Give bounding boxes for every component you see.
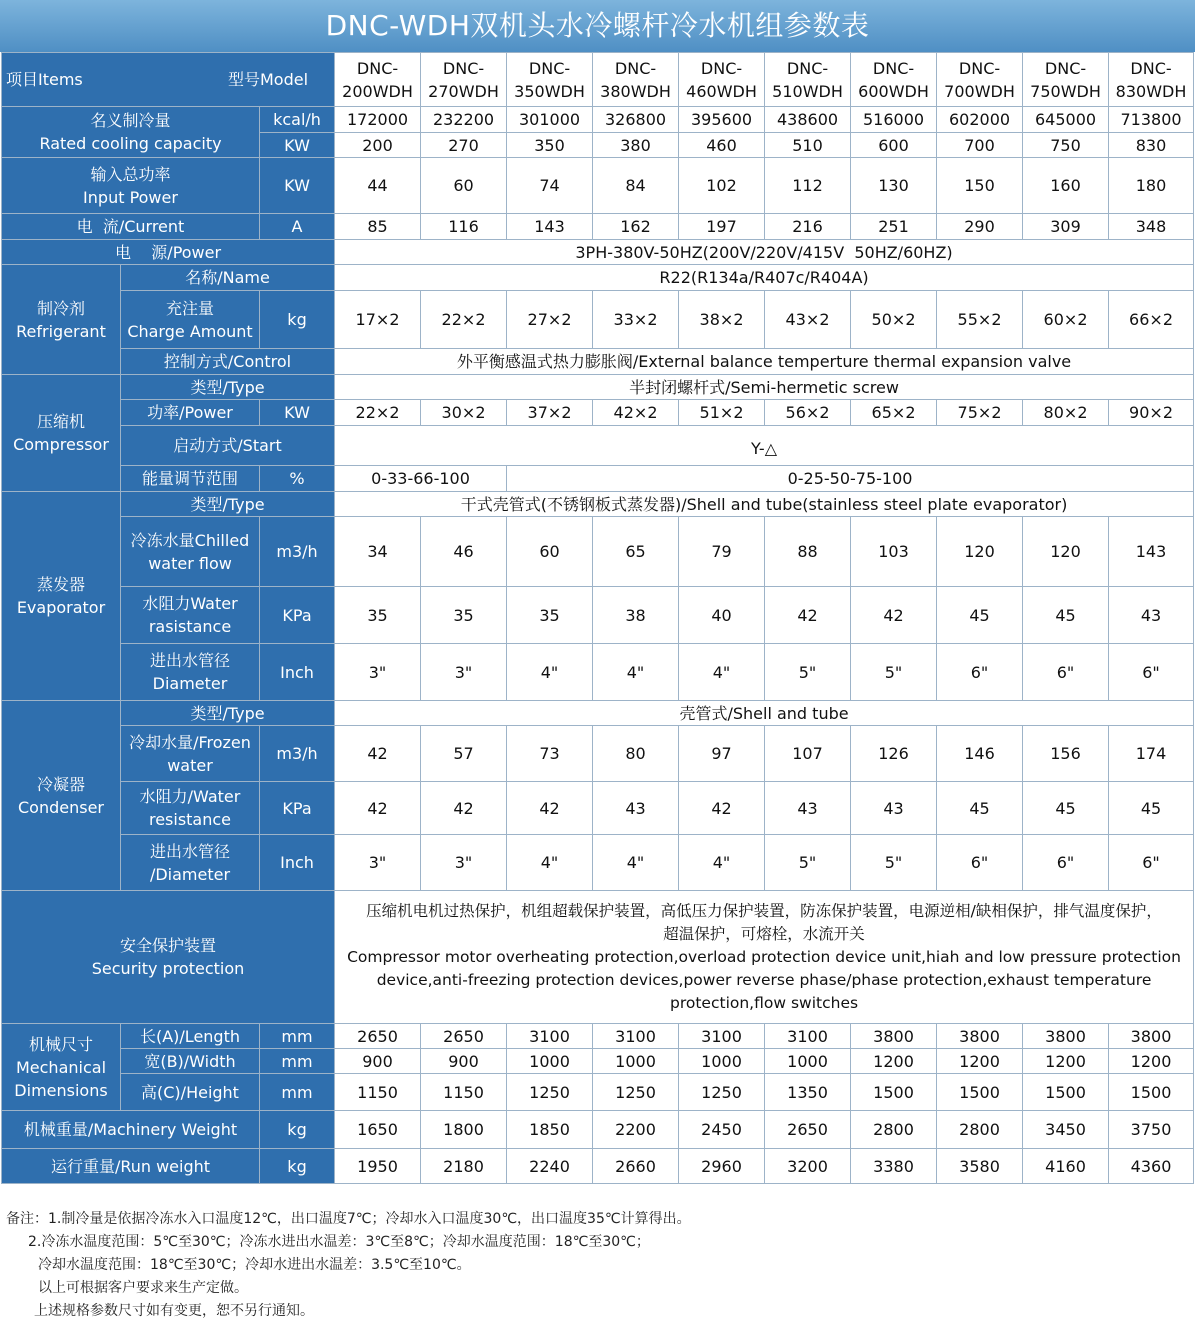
value-cell: 27×2 xyxy=(507,291,593,349)
value-cell: 4" xyxy=(679,835,765,891)
power-supply-label: 电 源/Power xyxy=(2,240,335,265)
value-cell: 143 xyxy=(507,214,593,240)
value-cell: 232200 xyxy=(421,107,507,133)
value-cell: 174 xyxy=(1109,726,1194,782)
value-cell: 102 xyxy=(679,158,765,214)
value-cell: 43 xyxy=(851,782,937,835)
value-cell: 2450 xyxy=(679,1111,765,1149)
value-cell: 43 xyxy=(593,782,679,835)
value-cell: 65 xyxy=(593,517,679,587)
compressor-type-row xyxy=(2,375,1194,400)
value-cell: 3100 xyxy=(679,1024,765,1049)
value-cell: 143 xyxy=(1109,517,1194,587)
page-title: DNC-WDH双机头水冷螺杆冷水机组参数表 xyxy=(0,0,1195,52)
value-cell: 1350 xyxy=(765,1074,851,1111)
notes xyxy=(6,1208,1186,1323)
value-cell: 2800 xyxy=(851,1111,937,1149)
start-value: Y-△ xyxy=(335,426,1194,466)
model-cell: DNC- 460WDH xyxy=(679,53,765,107)
value-cell: 35 xyxy=(507,587,593,644)
value-cell: 43 xyxy=(765,782,851,835)
model-cell: DNC- 830WDH xyxy=(1109,53,1194,107)
header-row xyxy=(2,53,1194,107)
safety-label: 安全保护装置 Security protection xyxy=(2,891,335,1024)
value-cell: 35 xyxy=(421,587,507,644)
value-cell: 460 xyxy=(679,133,765,158)
value-cell: 1250 xyxy=(593,1074,679,1111)
value-cell: 6" xyxy=(1109,835,1194,891)
value-cell: 38 xyxy=(593,587,679,644)
value-cell: 1150 xyxy=(335,1074,421,1111)
unit-cell: kg xyxy=(260,291,335,349)
value-cell: 2650 xyxy=(421,1024,507,1049)
input-power-label: 输入总功率 Input Power xyxy=(2,158,260,214)
unit-cell: mm xyxy=(260,1049,335,1074)
value-cell: 1500 xyxy=(851,1074,937,1111)
evaporator-flow-row xyxy=(2,517,1194,587)
capacity-control-row xyxy=(2,466,1194,492)
value-cell: 4" xyxy=(679,644,765,701)
model-cell: DNC- 700WDH xyxy=(937,53,1023,107)
value-cell: 3750 xyxy=(1109,1111,1194,1149)
value-cell: 1250 xyxy=(679,1074,765,1111)
value-cell: 22×2 xyxy=(335,400,421,426)
note-line: 2.冷冻水温度范围：5℃至30℃；冷冻水进出水温差：3℃至8℃；冷却水温度范围：18℃至30℃； xyxy=(28,1234,650,1250)
condenser-diameter-label: 进出水管径 /Diameter xyxy=(121,835,260,891)
model-cell: DNC- 600WDH xyxy=(851,53,937,107)
value-cell: 38×2 xyxy=(679,291,765,349)
value-cell: 66×2 xyxy=(1109,291,1194,349)
value-cell: 4160 xyxy=(1023,1149,1109,1184)
value-cell: 107 xyxy=(765,726,851,782)
value-cell: 120 xyxy=(1023,517,1109,587)
safety-value: 压缩机电机过热保护，机组超载保护装置，高低压力保护装置，防冻保护装置，电源逆相/缺相保护，排气温度保护， 超温保护，可熔栓，水流开关 Compressor motor overheating protection,overload protection device unit,hiah and low pressure protection device,anti-freezing protection devices,power reverse phase/phase protection,exhaust temperature protection,flow switches xyxy=(335,891,1194,1024)
compressor-power-row xyxy=(2,400,1194,426)
header-label-cell xyxy=(2,53,335,107)
height-label: 高(C)/Height xyxy=(121,1074,260,1111)
condenser-resistance-row xyxy=(2,782,1194,835)
evaporator-type-label: 类型/Type xyxy=(121,492,335,517)
value-cell: 602000 xyxy=(937,107,1023,133)
value-cell: 120 xyxy=(937,517,1023,587)
value-cell: 60 xyxy=(507,517,593,587)
model-cell: DNC- 380WDH xyxy=(593,53,679,107)
value-cell: 6" xyxy=(1023,835,1109,891)
power-supply-row xyxy=(2,240,1194,265)
cooling-water-flow-label: 冷却水量/Frozen water xyxy=(121,726,260,782)
value-cell: 3380 xyxy=(851,1149,937,1184)
value-cell: 45 xyxy=(1023,782,1109,835)
capacity-label: 能量调节范围 xyxy=(121,466,260,492)
value-cell: 1500 xyxy=(1023,1074,1109,1111)
condenser-resistance-label: 水阻力/Water resistance xyxy=(121,782,260,835)
model-cell: DNC- 350WDH xyxy=(507,53,593,107)
value-cell: 5" xyxy=(851,644,937,701)
model-label: 型号Model xyxy=(227,70,309,89)
value-cell: 65×2 xyxy=(851,400,937,426)
value-cell: 116 xyxy=(421,214,507,240)
refrigerant-name-value: R22(R134a/R407c/R404A) xyxy=(335,265,1194,291)
value-cell: 2200 xyxy=(593,1111,679,1149)
condenser-type-label: 类型/Type xyxy=(121,701,335,726)
machinery-weight-row xyxy=(2,1111,1194,1149)
value-cell: 600 xyxy=(851,133,937,158)
model-cell: DNC- 200WDH xyxy=(335,53,421,107)
refrigerant-control-row xyxy=(2,349,1194,375)
refrigerant-name-label: 名称/Name xyxy=(121,265,335,291)
value-cell: 42 xyxy=(335,726,421,782)
value-cell: 270 xyxy=(421,133,507,158)
value-cell: 42×2 xyxy=(593,400,679,426)
value-cell: 290 xyxy=(937,214,1023,240)
value-cell: 30×2 xyxy=(421,400,507,426)
value-cell: 700 xyxy=(937,133,1023,158)
evaporator-type-row xyxy=(2,492,1194,517)
value-cell: 3800 xyxy=(937,1024,1023,1049)
items-label: 项目Items xyxy=(6,70,83,89)
value-cell: 200 xyxy=(335,133,421,158)
value-cell: 2180 xyxy=(421,1149,507,1184)
value-cell: 645000 xyxy=(1023,107,1109,133)
control-label: 控制方式/Control xyxy=(121,349,335,375)
height-row xyxy=(2,1074,1194,1111)
value-cell: 3450 xyxy=(1023,1111,1109,1149)
length-row xyxy=(2,1024,1194,1049)
compressor-group-label: 压缩机 Compressor xyxy=(2,375,121,492)
value-cell: 80 xyxy=(593,726,679,782)
value-cell: 4" xyxy=(593,835,679,891)
value-cell: 97 xyxy=(679,726,765,782)
value-cell: 5" xyxy=(765,835,851,891)
unit-cell: KPa xyxy=(260,782,335,835)
value-cell: 42 xyxy=(679,782,765,835)
value-cell: 380 xyxy=(593,133,679,158)
value-cell: 2660 xyxy=(593,1149,679,1184)
note-line: 备注：1.制冷量是依据冷冻水入口温度12℃，出口温度7℃；冷却水入口温度30℃，出口温度35℃计算得出。 xyxy=(6,1211,691,1227)
value-cell: 160 xyxy=(1023,158,1109,214)
value-cell: 180 xyxy=(1109,158,1194,214)
value-cell: 5" xyxy=(851,835,937,891)
value-cell: 1200 xyxy=(1109,1049,1194,1074)
unit-cell: kcal/h xyxy=(260,107,335,133)
value-cell: 251 xyxy=(851,214,937,240)
value-cell: 309 xyxy=(1023,214,1109,240)
value-cell: 4" xyxy=(593,644,679,701)
value-cell: 73 xyxy=(507,726,593,782)
unit-cell: mm xyxy=(260,1024,335,1049)
safety-row xyxy=(2,891,1194,1024)
value-cell: 326800 xyxy=(593,107,679,133)
value-cell: 51×2 xyxy=(679,400,765,426)
unit-cell: A xyxy=(260,214,335,240)
dimensions-group-label: 机械尺寸 Mechanical Dimensions xyxy=(2,1024,121,1111)
value-cell: 22×2 xyxy=(421,291,507,349)
value-cell: 4360 xyxy=(1109,1149,1194,1184)
value-cell: 3100 xyxy=(765,1024,851,1049)
value-cell: 103 xyxy=(851,517,937,587)
value-cell: 1800 xyxy=(421,1111,507,1149)
value-cell: 45 xyxy=(937,782,1023,835)
value-cell: 1850 xyxy=(507,1111,593,1149)
value-cell: 1150 xyxy=(421,1074,507,1111)
refrigerant-charge-row xyxy=(2,291,1194,349)
value-cell: 2650 xyxy=(335,1024,421,1049)
value-cell: 1250 xyxy=(507,1074,593,1111)
evaporator-diameter-label: 进出水管径 Diameter xyxy=(121,644,260,701)
condenser-type-value: 壳管式/Shell and tube xyxy=(335,701,1194,726)
value-cell: 5" xyxy=(765,644,851,701)
length-label: 长(A)/Length xyxy=(121,1024,260,1049)
value-cell: 6" xyxy=(1109,644,1194,701)
value-cell: 438600 xyxy=(765,107,851,133)
unit-cell: Inch xyxy=(260,644,335,701)
value-cell: 3200 xyxy=(765,1149,851,1184)
value-cell: 3800 xyxy=(1109,1024,1194,1049)
unit-cell: Inch xyxy=(260,835,335,891)
refrigerant-group-label: 制冷剂 Refrigerant xyxy=(2,265,121,375)
value-cell: 35 xyxy=(335,587,421,644)
value-cell: 34 xyxy=(335,517,421,587)
value-cell: 43 xyxy=(1109,587,1194,644)
value-cell: 301000 xyxy=(507,107,593,133)
value-cell: 1650 xyxy=(335,1111,421,1149)
note-line: 上述规格参数尺寸如有变更，恕不另行通知。 xyxy=(34,1303,314,1319)
value-cell: 60 xyxy=(421,158,507,214)
value-cell: 1500 xyxy=(1109,1074,1194,1111)
value-cell: 172000 xyxy=(335,107,421,133)
capacity-first-value: 0-33-66-100 xyxy=(335,466,507,492)
width-label: 宽(B)/Width xyxy=(121,1049,260,1074)
value-cell: 84 xyxy=(593,158,679,214)
width-row xyxy=(2,1049,1194,1074)
condenser-type-row xyxy=(2,701,1194,726)
value-cell: 2800 xyxy=(937,1111,1023,1149)
compressor-type-label: 类型/Type xyxy=(121,375,335,400)
value-cell: 3100 xyxy=(507,1024,593,1049)
value-cell: 1500 xyxy=(937,1074,1023,1111)
value-cell: 88 xyxy=(765,517,851,587)
value-cell: 1200 xyxy=(851,1049,937,1074)
value-cell: 516000 xyxy=(851,107,937,133)
compressor-type-value: 半封闭螺杆式/Semi-hermetic screw xyxy=(335,375,1194,400)
value-cell: 112 xyxy=(765,158,851,214)
value-cell: 900 xyxy=(335,1049,421,1074)
model-cell: DNC- 510WDH xyxy=(765,53,851,107)
value-cell: 80×2 xyxy=(1023,400,1109,426)
unit-cell: kg xyxy=(260,1149,335,1184)
note-line: 以上可根据客户要求来生产定做。 xyxy=(38,1280,248,1296)
value-cell: 37×2 xyxy=(507,400,593,426)
note-line: 冷却水温度范围：18℃至30℃；冷却水进出水温差：3.5℃至10℃。 xyxy=(38,1257,471,1273)
value-cell: 2240 xyxy=(507,1149,593,1184)
value-cell: 17×2 xyxy=(335,291,421,349)
charge-label: 充注量 Charge Amount xyxy=(121,291,260,349)
value-cell: 713800 xyxy=(1109,107,1194,133)
value-cell: 4" xyxy=(507,644,593,701)
unit-cell: kg xyxy=(260,1111,335,1149)
value-cell: 85 xyxy=(335,214,421,240)
value-cell: 2960 xyxy=(679,1149,765,1184)
value-cell: 216 xyxy=(765,214,851,240)
value-cell: 40 xyxy=(679,587,765,644)
value-cell: 74 xyxy=(507,158,593,214)
value-cell: 156 xyxy=(1023,726,1109,782)
value-cell: 45 xyxy=(1023,587,1109,644)
value-cell: 750 xyxy=(1023,133,1109,158)
value-cell: 6" xyxy=(937,644,1023,701)
unit-cell: m3/h xyxy=(260,517,335,587)
value-cell: 900 xyxy=(421,1049,507,1074)
value-cell: 46 xyxy=(421,517,507,587)
value-cell: 197 xyxy=(679,214,765,240)
compressor-start-row xyxy=(2,426,1194,466)
unit-cell: mm xyxy=(260,1074,335,1111)
condenser-group-label: 冷凝器 Condenser xyxy=(2,701,121,891)
value-cell: 42 xyxy=(851,587,937,644)
value-cell: 130 xyxy=(851,158,937,214)
capacity-rest-value: 0-25-50-75-100 xyxy=(507,466,1194,492)
unit-cell: KW xyxy=(260,158,335,214)
value-cell: 56×2 xyxy=(765,400,851,426)
run-weight-row xyxy=(2,1149,1194,1184)
value-cell: 75×2 xyxy=(937,400,1023,426)
value-cell: 55×2 xyxy=(937,291,1023,349)
unit-cell: m3/h xyxy=(260,726,335,782)
model-cell: DNC- 750WDH xyxy=(1023,53,1109,107)
value-cell: 3" xyxy=(335,835,421,891)
value-cell: 1950 xyxy=(335,1149,421,1184)
power-supply-value: 3PH-380V-50HZ(200V/220V/415V 50HZ/60HZ) xyxy=(335,240,1194,265)
value-cell: 90×2 xyxy=(1109,400,1194,426)
compressor-power-label: 功率/Power xyxy=(121,400,260,426)
unit-cell: KW xyxy=(260,400,335,426)
evaporator-resistance-row xyxy=(2,587,1194,644)
cooling-label: 名义制冷量 Rated cooling capacity xyxy=(2,107,260,158)
value-cell: 1200 xyxy=(1023,1049,1109,1074)
evaporator-type-value: 干式壳管式(不锈钢板式蒸发器)/Shell and tube(stainless steel plate evaporator) xyxy=(335,492,1194,517)
value-cell: 43×2 xyxy=(765,291,851,349)
value-cell: 44 xyxy=(335,158,421,214)
control-value: 外平衡感温式热力膨胀阀/External balance temperture thermal expansion valve xyxy=(335,349,1194,375)
machinery-weight-label: 机械重量/Machinery Weight xyxy=(2,1111,260,1149)
condenser-flow-row xyxy=(2,726,1194,782)
value-cell: 6" xyxy=(937,835,1023,891)
value-cell: 4" xyxy=(507,835,593,891)
evaporator-diameter-row xyxy=(2,644,1194,701)
evaporator-resistance-label: 水阻力Water rasistance xyxy=(121,587,260,644)
value-cell: 1000 xyxy=(593,1049,679,1074)
spec-table xyxy=(1,52,1194,1184)
value-cell: 3800 xyxy=(1023,1024,1109,1049)
value-cell: 150 xyxy=(937,158,1023,214)
value-cell: 50×2 xyxy=(851,291,937,349)
value-cell: 42 xyxy=(507,782,593,835)
value-cell: 3100 xyxy=(593,1024,679,1049)
value-cell: 45 xyxy=(1109,782,1194,835)
value-cell: 60×2 xyxy=(1023,291,1109,349)
value-cell: 3800 xyxy=(851,1024,937,1049)
current-row xyxy=(2,214,1194,240)
evaporator-group-label: 蒸发器 Evaporator xyxy=(2,492,121,701)
condenser-diameter-row xyxy=(2,835,1194,891)
value-cell: 1000 xyxy=(507,1049,593,1074)
value-cell: 6" xyxy=(1023,644,1109,701)
value-cell: 3580 xyxy=(937,1149,1023,1184)
value-cell: 162 xyxy=(593,214,679,240)
value-cell: 3" xyxy=(421,835,507,891)
cooling-kcal-row xyxy=(2,107,1194,133)
value-cell: 1000 xyxy=(679,1049,765,1074)
unit-cell: KW xyxy=(260,133,335,158)
chilled-flow-label: 冷冻水量Chilled water flow xyxy=(121,517,260,587)
value-cell: 2650 xyxy=(765,1111,851,1149)
value-cell: 395600 xyxy=(679,107,765,133)
value-cell: 3" xyxy=(335,644,421,701)
current-label: 电 流/Current xyxy=(2,214,260,240)
value-cell: 126 xyxy=(851,726,937,782)
value-cell: 1000 xyxy=(765,1049,851,1074)
value-cell: 3" xyxy=(421,644,507,701)
value-cell: 830 xyxy=(1109,133,1194,158)
unit-cell: % xyxy=(260,466,335,492)
value-cell: 42 xyxy=(421,782,507,835)
value-cell: 42 xyxy=(765,587,851,644)
start-label: 启动方式/Start xyxy=(121,426,335,466)
run-weight-label: 运行重量/Run weight xyxy=(2,1149,260,1184)
value-cell: 57 xyxy=(421,726,507,782)
value-cell: 1200 xyxy=(937,1049,1023,1074)
value-cell: 348 xyxy=(1109,214,1194,240)
value-cell: 510 xyxy=(765,133,851,158)
value-cell: 42 xyxy=(335,782,421,835)
value-cell: 45 xyxy=(937,587,1023,644)
model-cell: DNC- 270WDH xyxy=(421,53,507,107)
value-cell: 33×2 xyxy=(593,291,679,349)
value-cell: 79 xyxy=(679,517,765,587)
input-power-row xyxy=(2,158,1194,214)
value-cell: 146 xyxy=(937,726,1023,782)
unit-cell: KPa xyxy=(260,587,335,644)
value-cell: 350 xyxy=(507,133,593,158)
refrigerant-name-row xyxy=(2,265,1194,291)
